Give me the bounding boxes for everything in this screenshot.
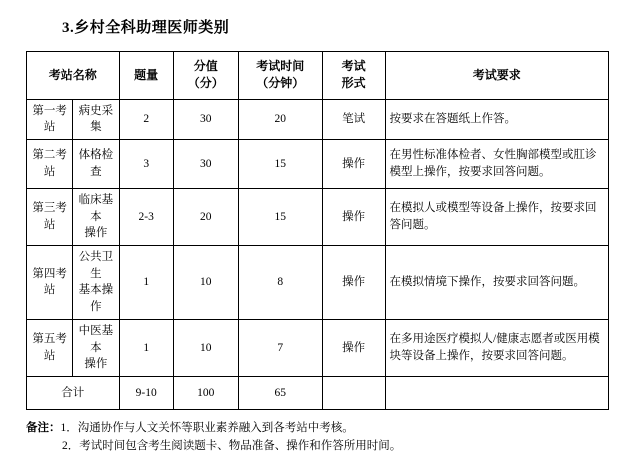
column-header-requirement: 考试要求 bbox=[385, 52, 608, 100]
cell-count: 2-3 bbox=[119, 189, 173, 246]
cell-station: 第一考站 bbox=[27, 99, 73, 139]
document-page bbox=[0, 16, 636, 462]
cell-count: 2 bbox=[119, 99, 173, 139]
cell-form: 笔试 bbox=[322, 99, 385, 139]
table-header bbox=[27, 52, 609, 100]
cell-name: 体格检查 bbox=[73, 140, 119, 189]
table-body bbox=[27, 99, 609, 409]
cell-name-line2: 操作 bbox=[84, 227, 108, 240]
cell-total-score: 100 bbox=[173, 376, 238, 409]
cell-requirement: 在模拟情境下操作，按要求回答问题。 bbox=[385, 246, 608, 320]
table-header-row bbox=[27, 52, 609, 100]
cell-score: 10 bbox=[173, 246, 238, 320]
cell-total-count: 9-10 bbox=[119, 376, 173, 409]
cell-station: 第四考站 bbox=[27, 246, 73, 320]
exam-stations-table bbox=[26, 51, 609, 410]
cell-station: 第三考站 bbox=[27, 189, 73, 246]
notes-label: 备注： bbox=[26, 421, 61, 434]
column-header-form bbox=[322, 52, 385, 100]
cell-count: 1 bbox=[119, 319, 173, 376]
cell-requirement: 按要求在答题纸上作答。 bbox=[385, 99, 608, 139]
note-item-2: 2．考试时间包含考生阅读题卡、物品准备、操作和作答所用时间。 bbox=[62, 440, 402, 453]
cell-station: 第五考站 bbox=[27, 319, 73, 376]
cell-total-form bbox=[322, 376, 385, 409]
cell-requirement: 在多用途医疗模拟人/健康志愿者或医用模块等设备上操作，按要求回答问题。 bbox=[385, 319, 608, 376]
cell-total-label: 合计 bbox=[27, 376, 120, 409]
cell-name bbox=[73, 319, 119, 376]
table-row bbox=[27, 140, 609, 189]
cell-score: 30 bbox=[173, 99, 238, 139]
cell-count: 3 bbox=[119, 140, 173, 189]
cell-form: 操作 bbox=[322, 189, 385, 246]
cell-score: 20 bbox=[173, 189, 238, 246]
cell-name-line2: 基本操作 bbox=[78, 284, 114, 314]
note-item-1: 1．沟通协作与人文关怀等职业素养融入到各考站中考核。 bbox=[60, 421, 354, 434]
column-header-time-line1: 考试时间 bbox=[256, 59, 305, 73]
cell-requirement: 在模拟人或模型等设备上操作，按要求回答问题。 bbox=[385, 189, 608, 246]
column-header-time-line2: （分钟） bbox=[256, 76, 305, 91]
cell-time: 20 bbox=[238, 99, 322, 139]
column-header-count: 题量 bbox=[119, 52, 173, 100]
page-title: 3.乡村全科助理医师类别 bbox=[62, 20, 230, 36]
cell-name bbox=[73, 189, 119, 246]
column-header-score-line1: 分值 bbox=[193, 59, 218, 73]
cell-count: 1 bbox=[119, 246, 173, 320]
cell-total-requirement bbox=[385, 376, 608, 409]
cell-name-line1: 公共卫生 bbox=[78, 251, 114, 280]
cell-name-line1: 临床基本 bbox=[78, 194, 114, 223]
cell-form: 操作 bbox=[322, 140, 385, 189]
cell-name: 病史采集 bbox=[73, 99, 119, 139]
table-total-row bbox=[27, 376, 609, 409]
cell-score: 10 bbox=[173, 319, 238, 376]
notes-section bbox=[26, 419, 609, 456]
cell-time: 15 bbox=[238, 140, 322, 189]
table-row bbox=[27, 189, 609, 246]
column-header-time bbox=[238, 52, 322, 100]
cell-name-line2: 操作 bbox=[84, 358, 108, 371]
cell-score: 30 bbox=[173, 140, 238, 189]
cell-station: 第二考站 bbox=[27, 140, 73, 189]
cell-time: 8 bbox=[238, 246, 322, 320]
column-header-form-line1: 考试 bbox=[341, 59, 366, 73]
column-header-score bbox=[173, 52, 238, 100]
cell-time: 15 bbox=[238, 189, 322, 246]
cell-time: 7 bbox=[238, 319, 322, 376]
column-header-score-line2: （分） bbox=[187, 76, 224, 91]
table-row bbox=[27, 319, 609, 376]
column-header-form-line2: 形式 bbox=[341, 76, 366, 91]
cell-requirement: 在男性标准体检者、女性胸部模型或肛诊模型上操作，按要求回答问题。 bbox=[385, 140, 608, 189]
note-first-line bbox=[26, 419, 609, 437]
table-row bbox=[27, 99, 609, 139]
cell-form: 操作 bbox=[322, 246, 385, 320]
cell-form: 操作 bbox=[322, 319, 385, 376]
cell-name bbox=[73, 246, 119, 320]
column-header-station: 考站名称 bbox=[27, 52, 120, 100]
table-row bbox=[27, 246, 609, 320]
cell-name-line1: 中医基本 bbox=[78, 324, 114, 354]
cell-total-time: 65 bbox=[238, 376, 322, 409]
